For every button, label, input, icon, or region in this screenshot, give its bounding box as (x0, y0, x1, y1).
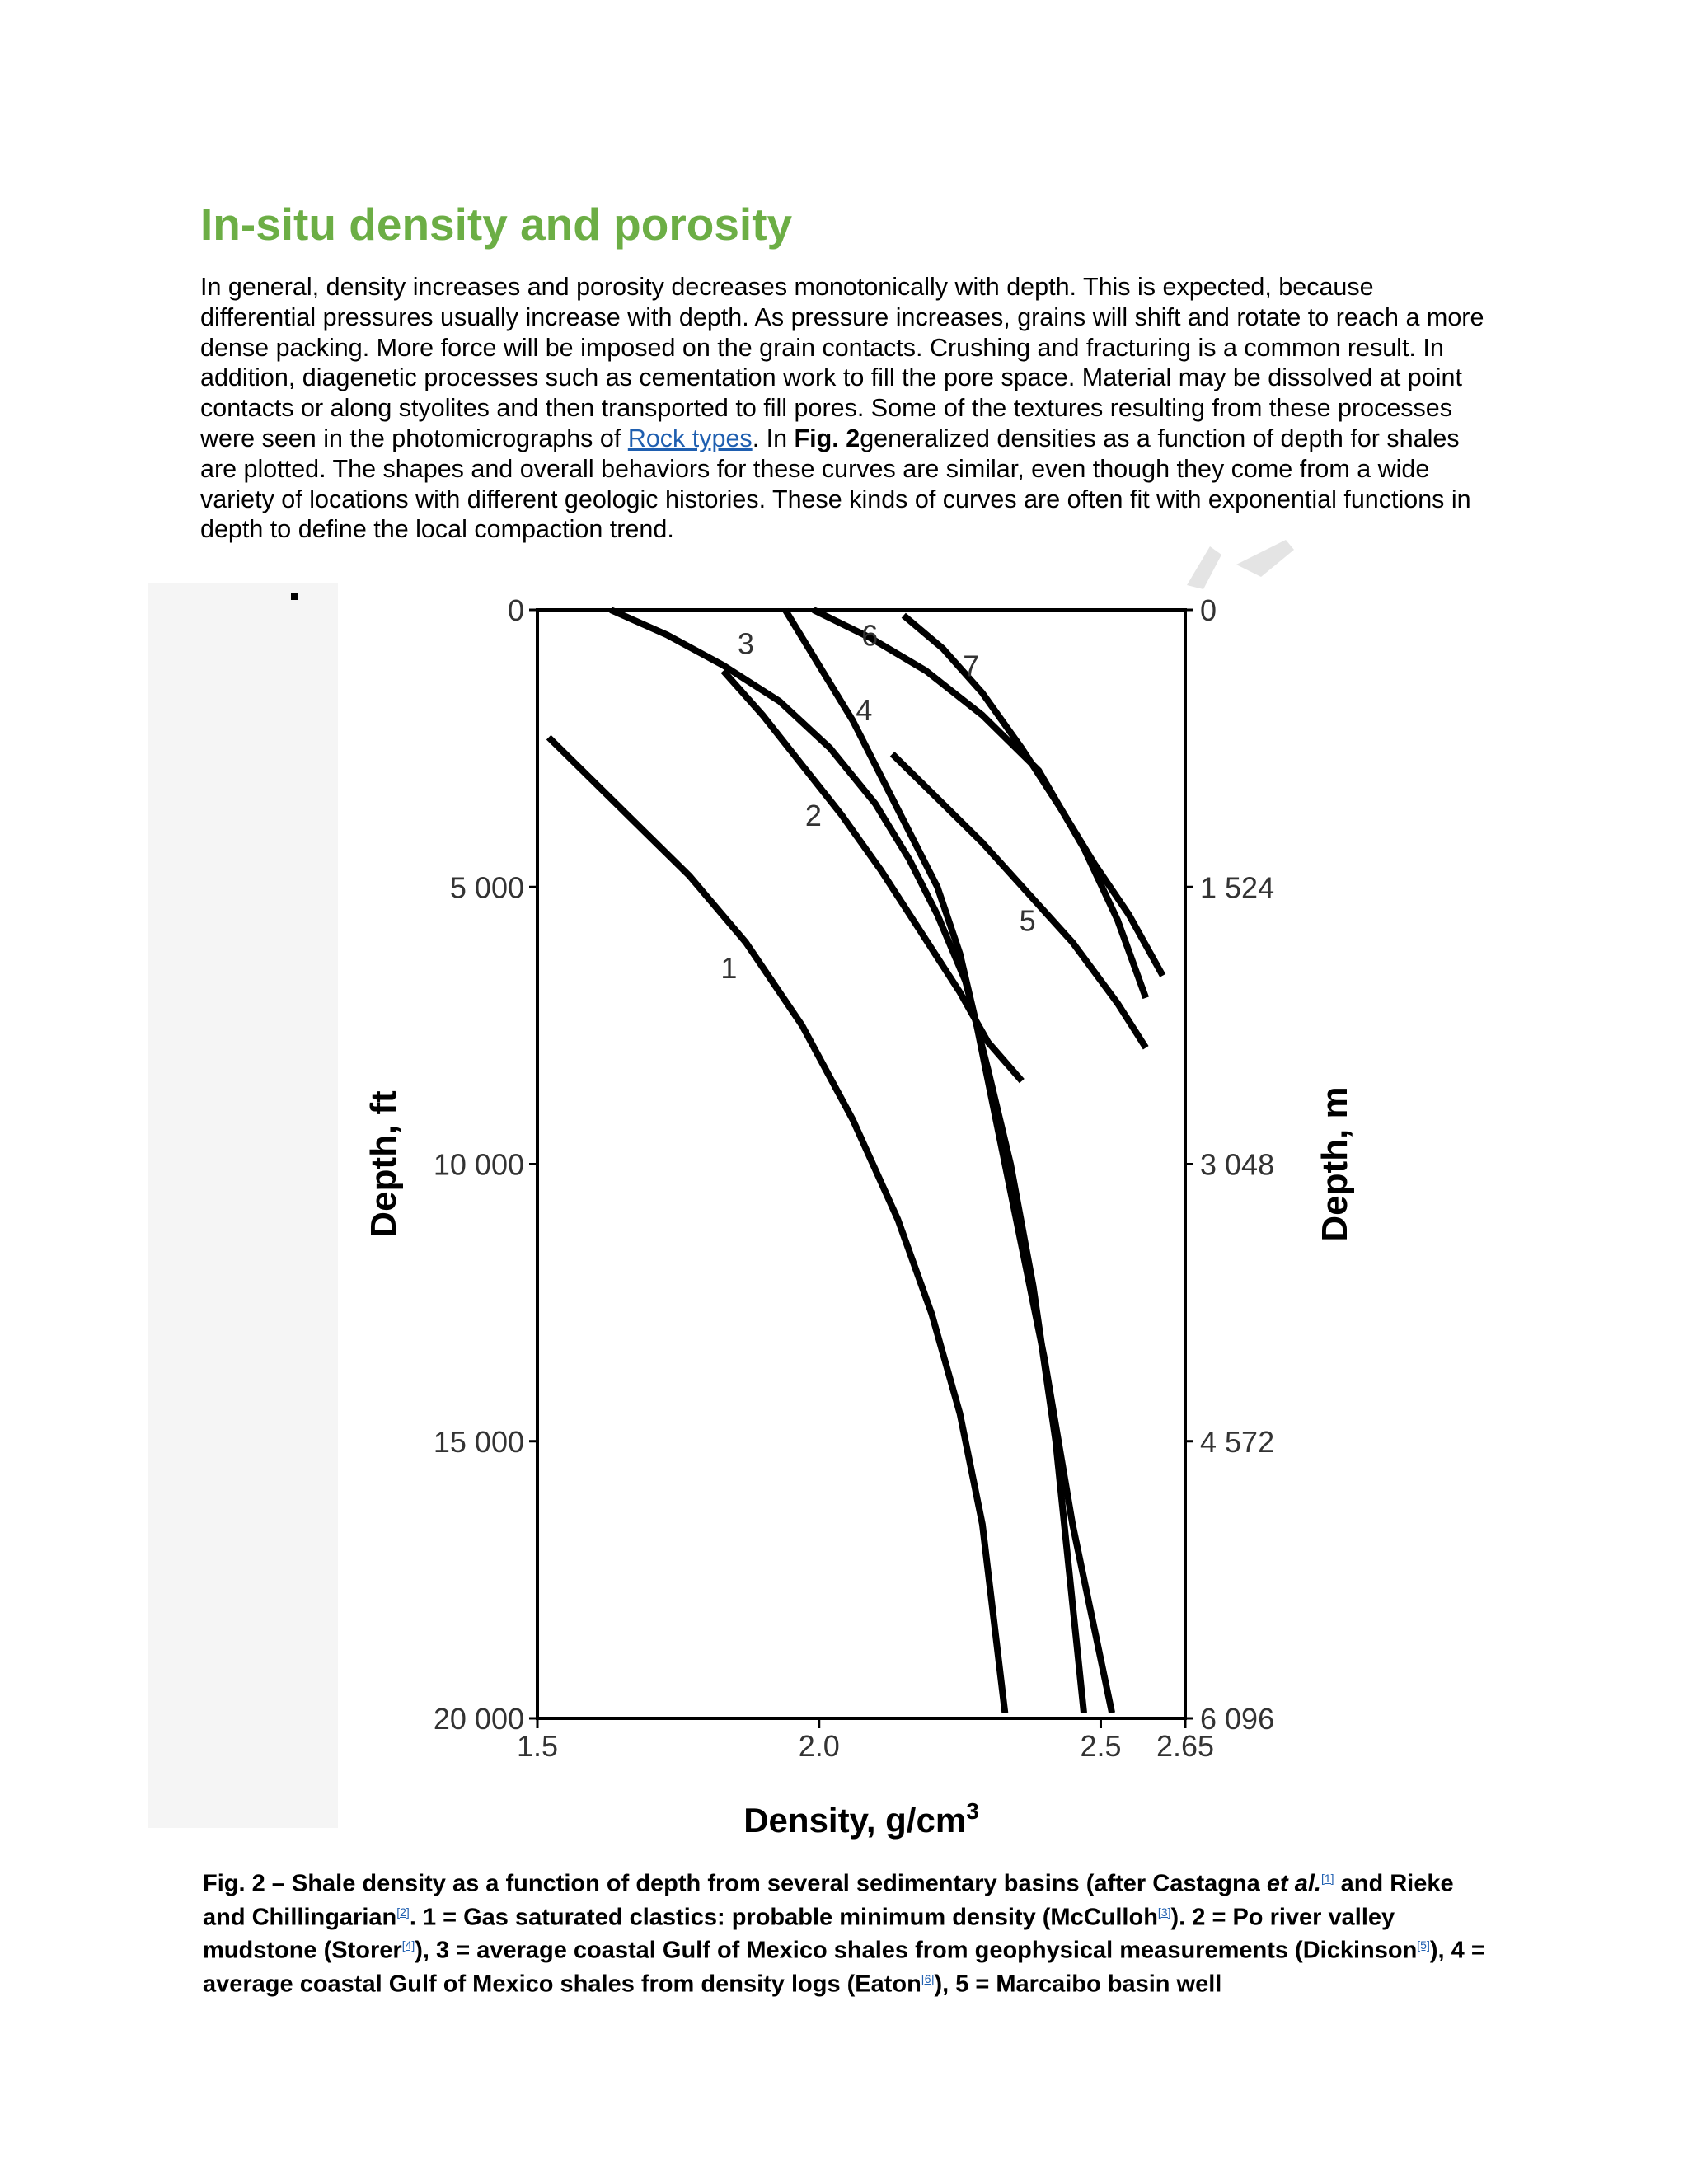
series-label-6: 6 (861, 618, 879, 653)
caption-text-1: Fig. 2 – Shale density as a function of depth from several sedimentary basins (after Castagna (203, 1870, 1267, 1897)
series-label-5: 5 (1019, 903, 1036, 938)
page-title: In-situ density and porosity (200, 199, 793, 250)
series-label-7: 7 (963, 649, 980, 683)
y-tick-label-right-2: 3 048 (1200, 1147, 1275, 1182)
rock-types-link[interactable]: Rock types (627, 424, 753, 452)
y-tick-label-right-0: 0 (1200, 593, 1217, 627)
caption-et-al: et al. (1266, 1870, 1321, 1897)
y-tick-label-left-4: 20 000 (433, 1702, 524, 1736)
series-label-2: 2 (804, 798, 822, 832)
y-tick-label-right-3: 4 572 (1200, 1424, 1275, 1459)
figure-reference: Fig. 2 (794, 424, 860, 452)
caption-text-3: . 1 = Gas saturated clastics: probable minimum density (McCulloh (409, 1904, 1158, 1931)
paragraph-text-3: generalized densities as a function of depth for shales are plotted. The shapes and overall behaviors for these curves are similar, even though they come from a wide variety of locations with different geologic histories. These kinds of curves are often fit with exponential functions in depth to define the local compaction trend. (200, 424, 1471, 544)
y-tick-label-left-3: 15 000 (433, 1424, 524, 1459)
reference-link-1[interactable]: [1] (1320, 1872, 1334, 1885)
x-tick-label-0: 1.5 (516, 1729, 559, 1763)
series-label-4: 4 (856, 693, 873, 728)
series-label-3: 3 (737, 626, 754, 661)
y-tick-label-right-1: 1 524 (1200, 870, 1275, 905)
y-axis-label-right: Depth, m (1315, 1086, 1355, 1242)
y-tick-label-left-1: 5 000 (449, 870, 524, 905)
series-line-3 (611, 610, 1084, 1713)
paragraph-text-2: . In (752, 424, 795, 452)
figure-caption (203, 1864, 1497, 1999)
caption-text-5: ), 3 = average coastal Gulf of Mexico shales from geophysical measurements (Dickinson (415, 1937, 1418, 1964)
caption-text-4: ). 2 = Po river valley mudstone (Storer (203, 1904, 1395, 1964)
y-tick-label-right-4: 6 096 (1200, 1702, 1275, 1736)
reference-link-6[interactable]: [6] (921, 1971, 935, 1985)
y-tick-label-left-2: 10 000 (433, 1147, 524, 1182)
x-axis-label (743, 1798, 979, 1840)
x-tick-label-2: 2.5 (1080, 1729, 1122, 1763)
plot-frame (537, 610, 1185, 1718)
x-tick-label-3: 2.65 (1156, 1729, 1215, 1763)
series-line-4 (785, 610, 1112, 1713)
y-tick-label-left-0: 0 (507, 593, 524, 627)
reference-link-3[interactable]: [3] (1157, 1905, 1171, 1919)
x-axis-label-superscript: 3 (966, 1798, 979, 1824)
series-line-6 (814, 610, 1146, 998)
x-tick-label-1: 2.0 (798, 1729, 840, 1763)
series-label-1: 1 (720, 950, 738, 985)
caption-text-7: ), 5 = Marcaibo basin well (934, 1971, 1222, 1998)
y-axis-label-left: Depth, ft (363, 1090, 404, 1238)
reference-link-2[interactable]: [2] (396, 1905, 410, 1919)
paragraph-text-1: In general, density increases and porosity decreases monotonically with depth. This is expected, because differential pressures usually increase with depth. As pressure increases, grains will shift and rotate to reach a more dense packing. More force will be imposed on the grain contacts. Crushing and fracturing is a common result. In addition, diagenetic processes such as cementation work to fill the pore space. Material may be dissolved at point contacts or along styolites and then transported to fill pores. Some of the textures resulting from these processes were seen in the photomicrographs of (200, 273, 1484, 452)
x-axis-label-text: Density, g/cm (743, 1801, 967, 1840)
caption-text-2: and Rieke and Chillingarian (203, 1870, 1454, 1931)
reference-link-4[interactable]: [4] (401, 1938, 415, 1952)
caption-text-6: ), 4 = average coastal Gulf of Mexico shales from density logs (Eaton (203, 1937, 1485, 1998)
reference-link-5[interactable]: [5] (1417, 1938, 1430, 1952)
